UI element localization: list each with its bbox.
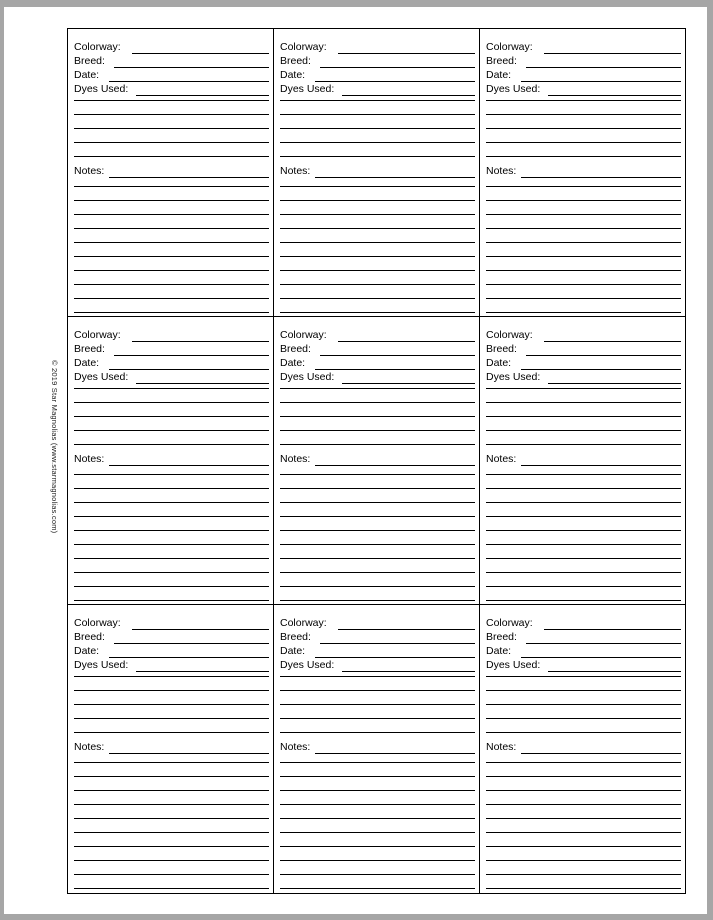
writing-line xyxy=(74,860,269,861)
field-row xyxy=(280,41,475,54)
writing-line xyxy=(74,228,269,229)
record-card xyxy=(68,605,274,893)
writing-line xyxy=(486,298,681,299)
field-row xyxy=(280,69,475,82)
field-label: Dyes Used: xyxy=(280,659,335,671)
fill-in-line xyxy=(315,657,475,658)
field-row xyxy=(280,357,475,370)
writing-line xyxy=(280,228,475,229)
field-label: Colorway: xyxy=(486,617,533,629)
fill-in-line xyxy=(315,465,475,466)
field-row xyxy=(74,631,269,644)
writing-line xyxy=(486,586,681,587)
writing-line xyxy=(280,818,475,819)
field-label: Date: xyxy=(486,645,512,657)
writing-line xyxy=(74,874,269,875)
fill-in-line xyxy=(521,657,681,658)
writing-line xyxy=(74,572,269,573)
writing-line xyxy=(74,502,269,503)
field-row xyxy=(486,617,681,630)
writing-line xyxy=(280,242,475,243)
writing-line xyxy=(280,718,475,719)
writing-line xyxy=(74,214,269,215)
fill-in-line xyxy=(342,95,475,96)
field-label: Colorway: xyxy=(486,41,533,53)
writing-line xyxy=(74,284,269,285)
writing-line xyxy=(486,804,681,805)
field-label: Breed: xyxy=(74,343,105,355)
notes-label: Notes: xyxy=(486,165,517,177)
writing-line xyxy=(280,142,475,143)
writing-line xyxy=(74,762,269,763)
field-label: Colorway: xyxy=(74,617,121,629)
writing-line xyxy=(280,402,475,403)
field-label: Date: xyxy=(486,69,512,81)
writing-line xyxy=(486,200,681,201)
writing-line xyxy=(486,888,681,889)
field-row xyxy=(280,83,475,96)
field-label: Dyes Used: xyxy=(486,659,541,671)
writing-line xyxy=(486,874,681,875)
writing-line xyxy=(280,444,475,445)
fill-in-line xyxy=(136,671,269,672)
writing-line xyxy=(280,558,475,559)
writing-line xyxy=(280,586,475,587)
writing-line xyxy=(280,284,475,285)
fill-in-line xyxy=(338,53,475,54)
writing-line xyxy=(74,888,269,889)
fill-in-line xyxy=(548,383,681,384)
field-label: Breed: xyxy=(486,55,517,67)
writing-line xyxy=(280,488,475,489)
writing-line xyxy=(280,804,475,805)
field-row xyxy=(280,371,475,384)
writing-line xyxy=(280,312,475,313)
fill-in-line xyxy=(109,753,269,754)
writing-line xyxy=(74,818,269,819)
field-label: Date: xyxy=(486,357,512,369)
writing-line xyxy=(486,312,681,313)
fill-in-line xyxy=(544,629,681,630)
writing-line xyxy=(74,516,269,517)
writing-line xyxy=(74,242,269,243)
fill-in-line xyxy=(548,95,681,96)
writing-line xyxy=(486,474,681,475)
writing-line xyxy=(486,142,681,143)
field-row xyxy=(486,41,681,54)
record-card xyxy=(480,317,685,605)
fill-in-line xyxy=(315,81,475,82)
notes-row xyxy=(280,165,475,178)
field-label: Colorway: xyxy=(74,329,121,341)
writing-line xyxy=(280,832,475,833)
fill-in-line xyxy=(342,383,475,384)
writing-line xyxy=(486,718,681,719)
field-row xyxy=(486,329,681,342)
writing-line xyxy=(74,388,269,389)
field-row xyxy=(486,69,681,82)
record-card xyxy=(480,29,685,317)
writing-line xyxy=(486,704,681,705)
writing-line xyxy=(486,388,681,389)
writing-line xyxy=(74,846,269,847)
writing-line xyxy=(280,732,475,733)
writing-line xyxy=(74,690,269,691)
notes-row xyxy=(486,741,681,754)
fill-in-line xyxy=(136,383,269,384)
writing-line xyxy=(74,186,269,187)
writing-line xyxy=(280,704,475,705)
notes-row xyxy=(486,453,681,466)
field-label: Breed: xyxy=(486,631,517,643)
writing-line xyxy=(486,860,681,861)
writing-line xyxy=(280,502,475,503)
writing-line xyxy=(486,600,681,601)
field-row xyxy=(486,357,681,370)
writing-line xyxy=(74,558,269,559)
field-label: Date: xyxy=(280,645,306,657)
writing-line xyxy=(486,732,681,733)
writing-line xyxy=(280,572,475,573)
notes-row xyxy=(74,741,269,754)
field-row xyxy=(486,371,681,384)
writing-line xyxy=(74,530,269,531)
writing-line xyxy=(74,790,269,791)
record-card xyxy=(480,605,685,893)
writing-line xyxy=(280,888,475,889)
writing-line xyxy=(280,200,475,201)
writing-line xyxy=(486,572,681,573)
notes-label: Notes: xyxy=(486,453,517,465)
fill-in-line xyxy=(320,643,475,644)
writing-line xyxy=(280,874,475,875)
field-row xyxy=(74,329,269,342)
field-row xyxy=(74,371,269,384)
writing-line xyxy=(486,558,681,559)
notes-row xyxy=(280,741,475,754)
fill-in-line xyxy=(548,671,681,672)
fill-in-line xyxy=(320,355,475,356)
fill-in-line xyxy=(521,369,681,370)
writing-line xyxy=(486,762,681,763)
fill-in-line xyxy=(132,629,269,630)
field-row xyxy=(486,631,681,644)
notes-row xyxy=(280,453,475,466)
writing-line xyxy=(486,186,681,187)
writing-line xyxy=(486,284,681,285)
writing-line xyxy=(280,600,475,601)
writing-line xyxy=(486,846,681,847)
writing-line xyxy=(280,128,475,129)
field-row xyxy=(280,645,475,658)
writing-line xyxy=(74,804,269,805)
notes-label: Notes: xyxy=(486,741,517,753)
writing-line xyxy=(486,690,681,691)
writing-line xyxy=(74,156,269,157)
fill-in-line xyxy=(109,657,269,658)
writing-line xyxy=(74,142,269,143)
fill-in-line xyxy=(544,341,681,342)
writing-line xyxy=(280,416,475,417)
writing-line xyxy=(486,242,681,243)
writing-line xyxy=(486,256,681,257)
writing-line xyxy=(280,762,475,763)
writing-line xyxy=(280,114,475,115)
writing-line xyxy=(280,516,475,517)
writing-line xyxy=(74,430,269,431)
fill-in-line xyxy=(109,465,269,466)
writing-line xyxy=(486,128,681,129)
field-label: Breed: xyxy=(74,55,105,67)
field-row xyxy=(280,343,475,356)
field-row xyxy=(486,343,681,356)
fill-in-line xyxy=(338,341,475,342)
writing-line xyxy=(486,544,681,545)
field-row xyxy=(74,659,269,672)
field-label: Colorway: xyxy=(74,41,121,53)
notes-label: Notes: xyxy=(280,453,311,465)
field-label: Dyes Used: xyxy=(486,83,541,95)
record-card xyxy=(68,29,274,317)
field-label: Colorway: xyxy=(280,41,327,53)
field-label: Dyes Used: xyxy=(74,659,129,671)
writing-line xyxy=(280,270,475,271)
field-row xyxy=(280,617,475,630)
fill-in-line xyxy=(521,177,681,178)
field-row xyxy=(486,659,681,672)
fill-in-line xyxy=(132,53,269,54)
writing-line xyxy=(280,530,475,531)
fill-in-line xyxy=(526,643,681,644)
writing-line xyxy=(280,544,475,545)
card-grid xyxy=(67,28,686,894)
record-card xyxy=(274,605,480,893)
writing-line xyxy=(280,690,475,691)
field-label: Dyes Used: xyxy=(74,83,129,95)
writing-line xyxy=(74,676,269,677)
writing-line xyxy=(486,228,681,229)
writing-line xyxy=(486,402,681,403)
notes-row xyxy=(74,453,269,466)
fill-in-line xyxy=(114,67,269,68)
writing-line xyxy=(486,488,681,489)
writing-line xyxy=(486,416,681,417)
notes-label: Notes: xyxy=(280,165,311,177)
writing-line xyxy=(486,156,681,157)
writing-line xyxy=(74,128,269,129)
writing-line xyxy=(486,214,681,215)
field-row xyxy=(486,83,681,96)
fill-in-line xyxy=(109,369,269,370)
writing-line xyxy=(280,430,475,431)
field-row xyxy=(486,55,681,68)
writing-line xyxy=(74,312,269,313)
writing-line xyxy=(74,298,269,299)
record-card xyxy=(274,29,480,317)
writing-line xyxy=(74,114,269,115)
writing-line xyxy=(74,402,269,403)
writing-line xyxy=(486,776,681,777)
writing-line xyxy=(280,474,475,475)
field-label: Dyes Used: xyxy=(486,371,541,383)
writing-line xyxy=(74,718,269,719)
writing-line xyxy=(280,298,475,299)
fill-in-line xyxy=(132,341,269,342)
field-row xyxy=(280,55,475,68)
fill-in-line xyxy=(114,355,269,356)
fill-in-line xyxy=(338,629,475,630)
writing-line xyxy=(74,832,269,833)
writing-line xyxy=(280,388,475,389)
writing-line xyxy=(486,818,681,819)
notes-label: Notes: xyxy=(74,165,105,177)
writing-line xyxy=(74,544,269,545)
field-row xyxy=(74,41,269,54)
writing-line xyxy=(280,776,475,777)
writing-line xyxy=(486,790,681,791)
writing-line xyxy=(74,488,269,489)
field-row xyxy=(74,343,269,356)
field-label: Breed: xyxy=(280,343,311,355)
fill-in-line xyxy=(521,81,681,82)
writing-line xyxy=(74,416,269,417)
field-row xyxy=(74,617,269,630)
writing-line xyxy=(74,600,269,601)
writing-line xyxy=(74,270,269,271)
fill-in-line xyxy=(136,95,269,96)
writing-line xyxy=(486,530,681,531)
field-label: Breed: xyxy=(280,55,311,67)
field-label: Date: xyxy=(280,69,306,81)
field-label: Dyes Used: xyxy=(280,83,335,95)
notes-label: Notes: xyxy=(74,453,105,465)
writing-line xyxy=(74,732,269,733)
notes-label: Notes: xyxy=(74,741,105,753)
notes-row xyxy=(74,165,269,178)
writing-line xyxy=(280,100,475,101)
field-row xyxy=(74,357,269,370)
field-row xyxy=(74,645,269,658)
writing-line xyxy=(74,200,269,201)
fill-in-line xyxy=(315,753,475,754)
writing-line xyxy=(486,270,681,271)
writing-line xyxy=(280,214,475,215)
field-label: Breed: xyxy=(74,631,105,643)
fill-in-line xyxy=(114,643,269,644)
writing-line xyxy=(74,100,269,101)
field-label: Breed: xyxy=(486,343,517,355)
writing-line xyxy=(280,790,475,791)
fill-in-line xyxy=(109,177,269,178)
writing-line xyxy=(486,832,681,833)
notes-label: Notes: xyxy=(280,741,311,753)
writing-line xyxy=(486,100,681,101)
writing-line xyxy=(280,676,475,677)
field-row xyxy=(74,69,269,82)
field-label: Colorway: xyxy=(486,329,533,341)
fill-in-line xyxy=(315,369,475,370)
field-label: Breed: xyxy=(280,631,311,643)
writing-line xyxy=(74,256,269,257)
field-label: Dyes Used: xyxy=(280,371,335,383)
field-label: Colorway: xyxy=(280,617,327,629)
writing-line xyxy=(486,430,681,431)
field-row xyxy=(74,55,269,68)
writing-line xyxy=(486,516,681,517)
writing-line xyxy=(74,474,269,475)
writing-line xyxy=(74,444,269,445)
writing-line xyxy=(74,586,269,587)
writing-line xyxy=(486,676,681,677)
record-card xyxy=(68,317,274,605)
fill-in-line xyxy=(521,753,681,754)
field-label: Date: xyxy=(74,69,100,81)
copyright-text: © 2019 Star Magnolias (www.starmagnolias.com) xyxy=(50,360,59,534)
field-row xyxy=(280,631,475,644)
field-row xyxy=(280,329,475,342)
writing-line xyxy=(280,186,475,187)
fill-in-line xyxy=(544,53,681,54)
writing-line xyxy=(486,114,681,115)
fill-in-line xyxy=(109,81,269,82)
field-label: Date: xyxy=(74,357,100,369)
field-label: Dyes Used: xyxy=(74,371,129,383)
writing-line xyxy=(486,444,681,445)
writing-line xyxy=(74,776,269,777)
fill-in-line xyxy=(315,177,475,178)
fill-in-line xyxy=(526,355,681,356)
record-card xyxy=(274,317,480,605)
writing-line xyxy=(280,156,475,157)
field-row xyxy=(280,659,475,672)
writing-line xyxy=(74,704,269,705)
fill-in-line xyxy=(521,465,681,466)
field-label: Date: xyxy=(74,645,100,657)
notes-row xyxy=(486,165,681,178)
fill-in-line xyxy=(342,671,475,672)
writing-line xyxy=(280,860,475,861)
field-row xyxy=(486,645,681,658)
writing-line xyxy=(280,256,475,257)
field-label: Colorway: xyxy=(280,329,327,341)
fill-in-line xyxy=(526,67,681,68)
writing-line xyxy=(486,502,681,503)
writing-line xyxy=(280,846,475,847)
fill-in-line xyxy=(320,67,475,68)
field-row xyxy=(74,83,269,96)
field-label: Date: xyxy=(280,357,306,369)
